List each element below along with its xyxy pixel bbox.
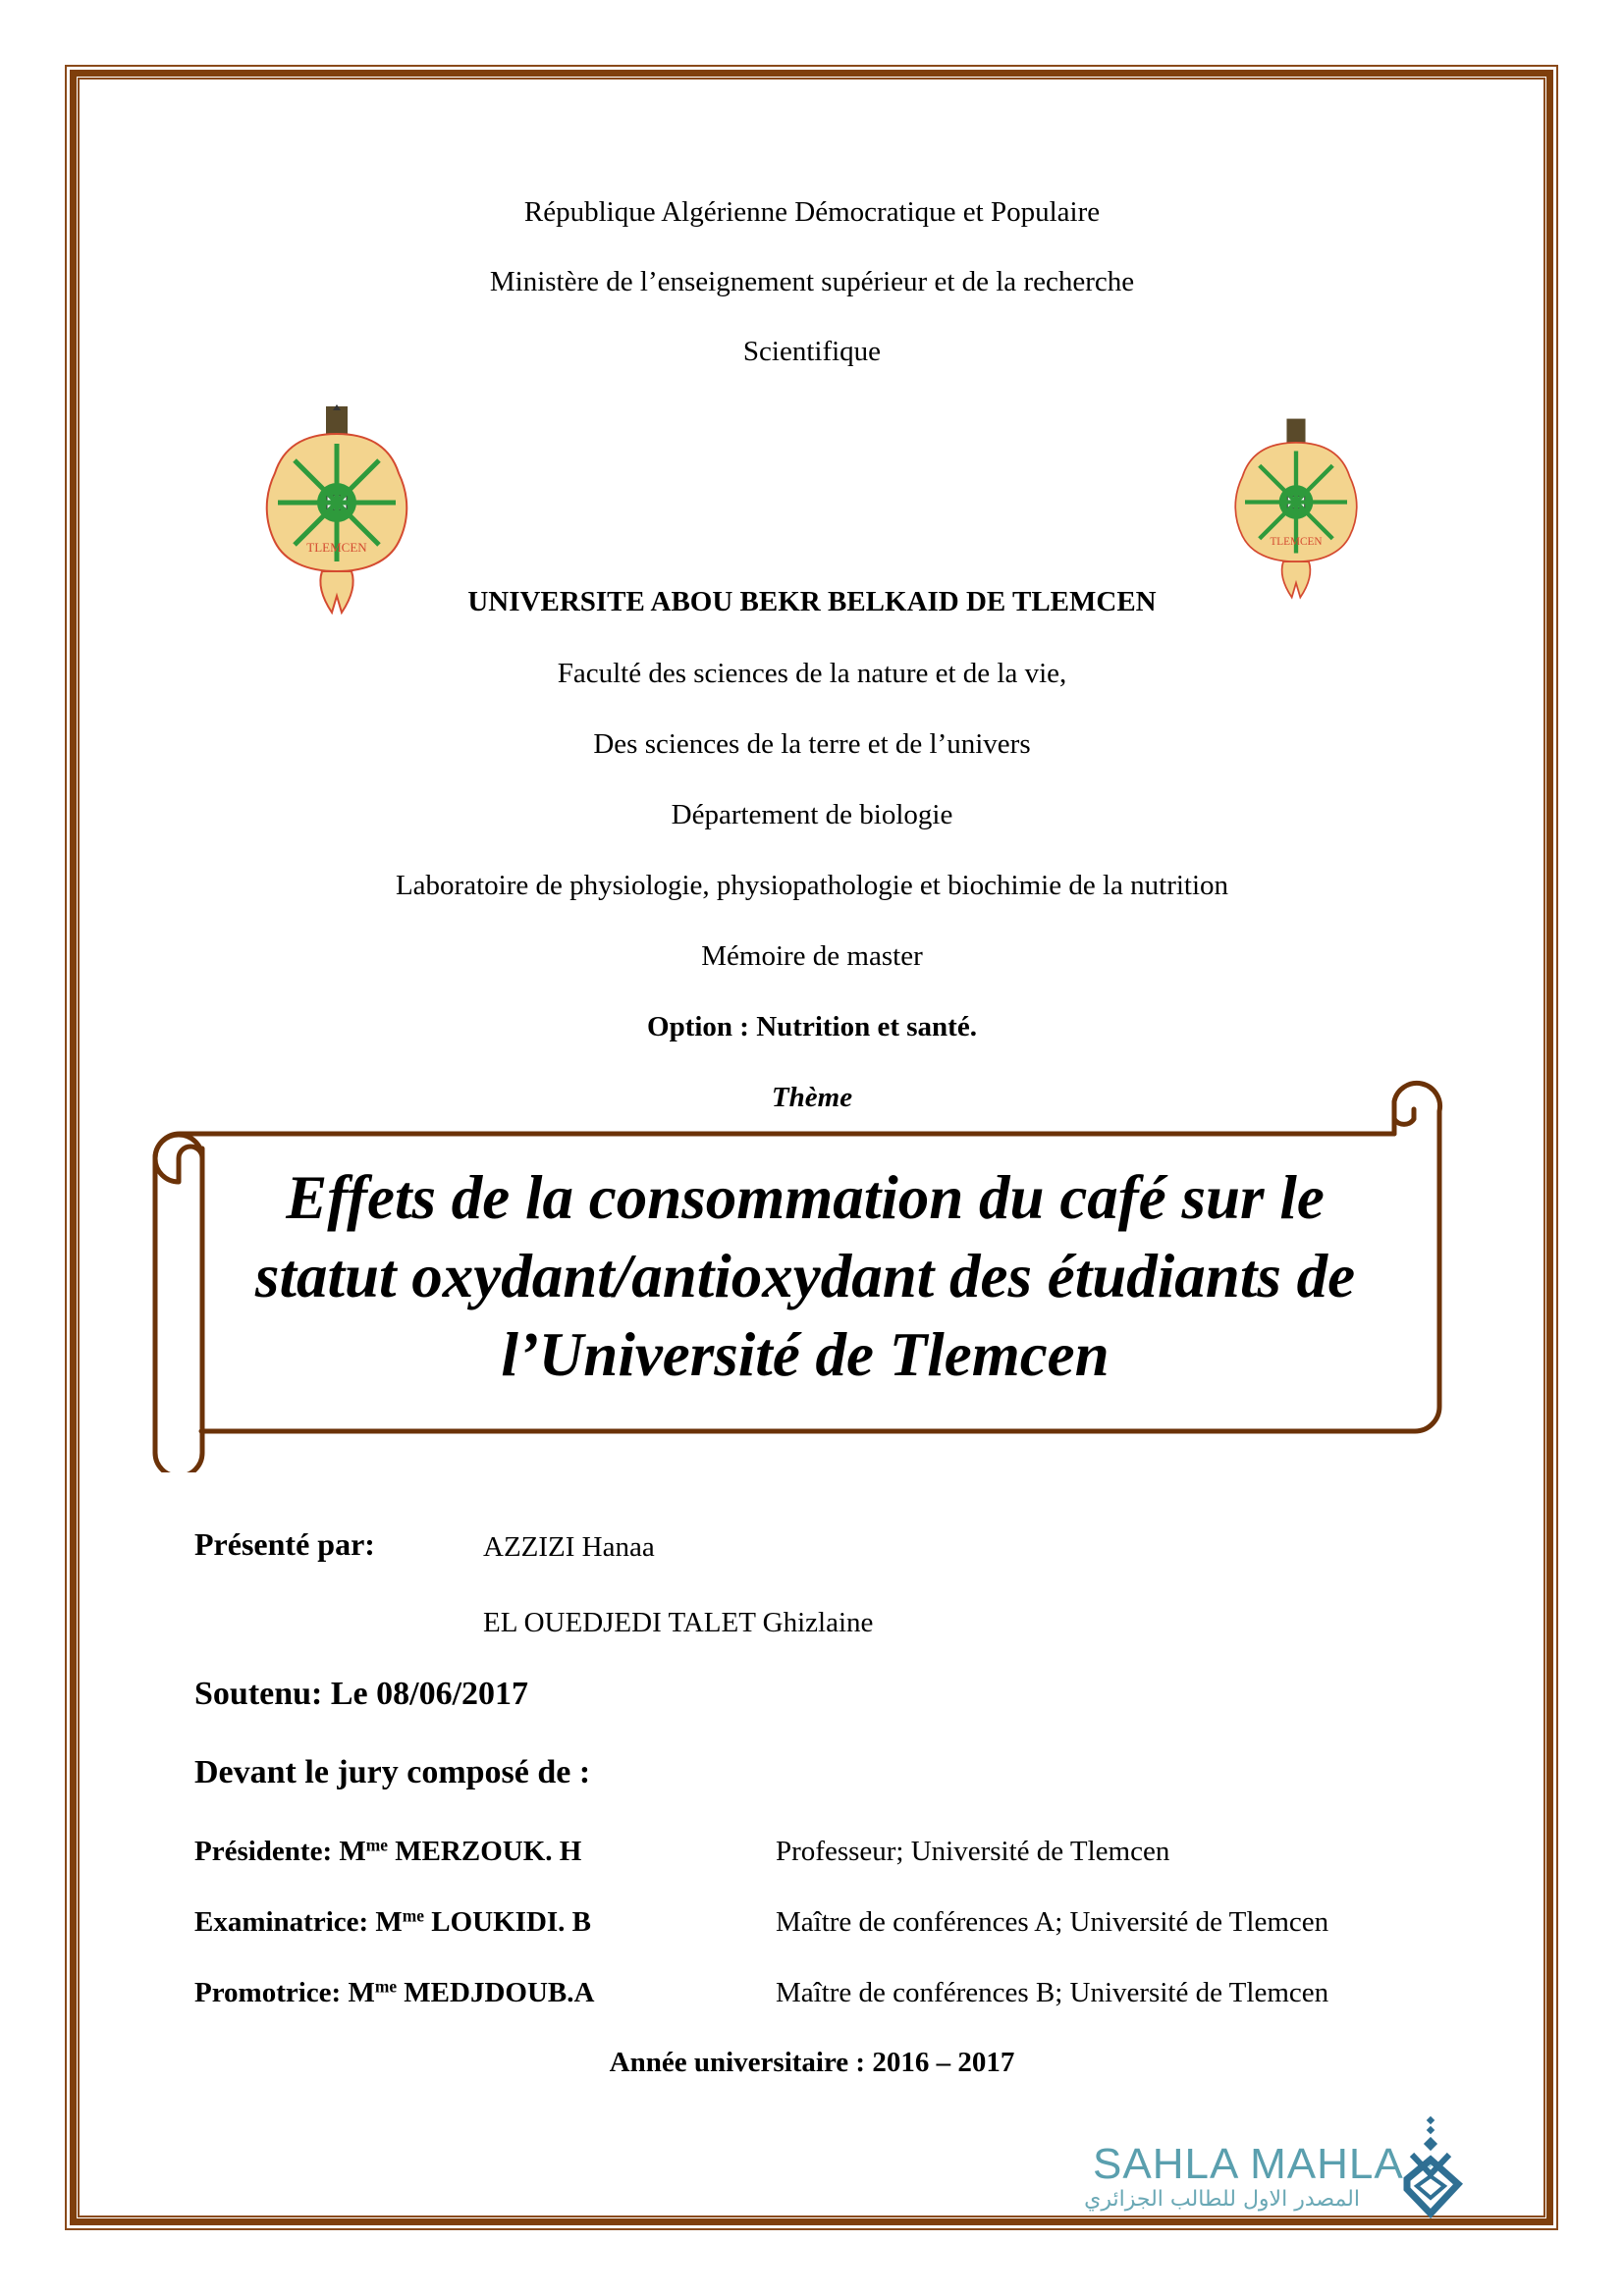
svg-text:TLEMCEN: TLEMCEN: [306, 540, 367, 555]
author-2: EL OUEDJEDI TALET Ghizlaine: [483, 1607, 874, 1638]
presented-by-label: Présenté par:: [194, 1526, 375, 1562]
thesis-title: [201, 1158, 1409, 1394]
laboratory: Laboratoire de physiologie, physiopathologie et biochimie de la nutrition: [395, 870, 1229, 901]
author-1: AZZIZI Hanaa: [483, 1531, 655, 1563]
academic-year: Année universitaire : 2016 – 2017: [609, 2047, 1015, 2078]
svg-text:TLEMCEN: TLEMCEN: [1270, 535, 1323, 548]
option: Option : Nutrition et santé.: [647, 1011, 977, 1042]
republic-line: République Algérienne Démocratique et Populaire: [523, 196, 1101, 228]
watermark-logo: [1402, 2115, 1463, 2223]
ministry-line-2: Scientifique: [742, 336, 882, 367]
jury-title-president: Professeur; Université de Tlemcen: [776, 1836, 1170, 1867]
watermark-brand: SAHLA MAHLA: [1093, 2140, 1404, 2188]
degree-type: Mémoire de master: [701, 940, 923, 972]
university-emblem-icon: [263, 404, 410, 615]
faculty-line-1: Faculté des sciences de la nature et de la vie,: [557, 658, 1067, 689]
theme-label: Thème: [771, 1082, 853, 1113]
jury-heading: Devant le jury composé de :: [194, 1754, 591, 1790]
jury-title-examiner: Maître de conférences A; Université de Tlemcen: [776, 1906, 1329, 1938]
university-name: UNIVERSITE ABOU BEKR BELKAID DE TLEMCEN: [467, 586, 1157, 617]
department: Département de biologie: [671, 799, 953, 830]
jury-member-examiner: Examinatrice: $M^{me}$ LOUKIDI. B: [194, 1905, 592, 1938]
ministry-line-1: Ministère de l’enseignement supérieur et de la recherche: [489, 266, 1135, 297]
thesis-title-line-3: l’Université de Tlemcen: [501, 1320, 1110, 1389]
faculty-line-2: Des sciences de la terre et de l’univers: [593, 728, 1031, 760]
jury-member-president: Présidente: $M^{me}$ MERZOUK. H: [194, 1835, 582, 1867]
university-logo-right: [1232, 410, 1360, 612]
university-emblem-icon: [1232, 410, 1360, 607]
defense-date: Soutenu: Le 08/06/2017: [194, 1676, 529, 1712]
sahla-mahla-emblem-icon: [1402, 2115, 1463, 2218]
jury-title-supervisor: Maître de conférences B; Université de Tlemcen: [776, 1977, 1329, 2008]
jury-member-supervisor: Promotrice: $M^{me}$ MEDJDOUB.A: [194, 1976, 595, 2008]
thesis-title-line-1: Effets de la consommation du café sur le: [286, 1163, 1325, 1232]
thesis-title-line-2: statut oxydant/antioxydant des étudiants de: [254, 1242, 1356, 1310]
watermark-tagline: المصدر الاول للطالب الجزائري: [1084, 2187, 1360, 2212]
